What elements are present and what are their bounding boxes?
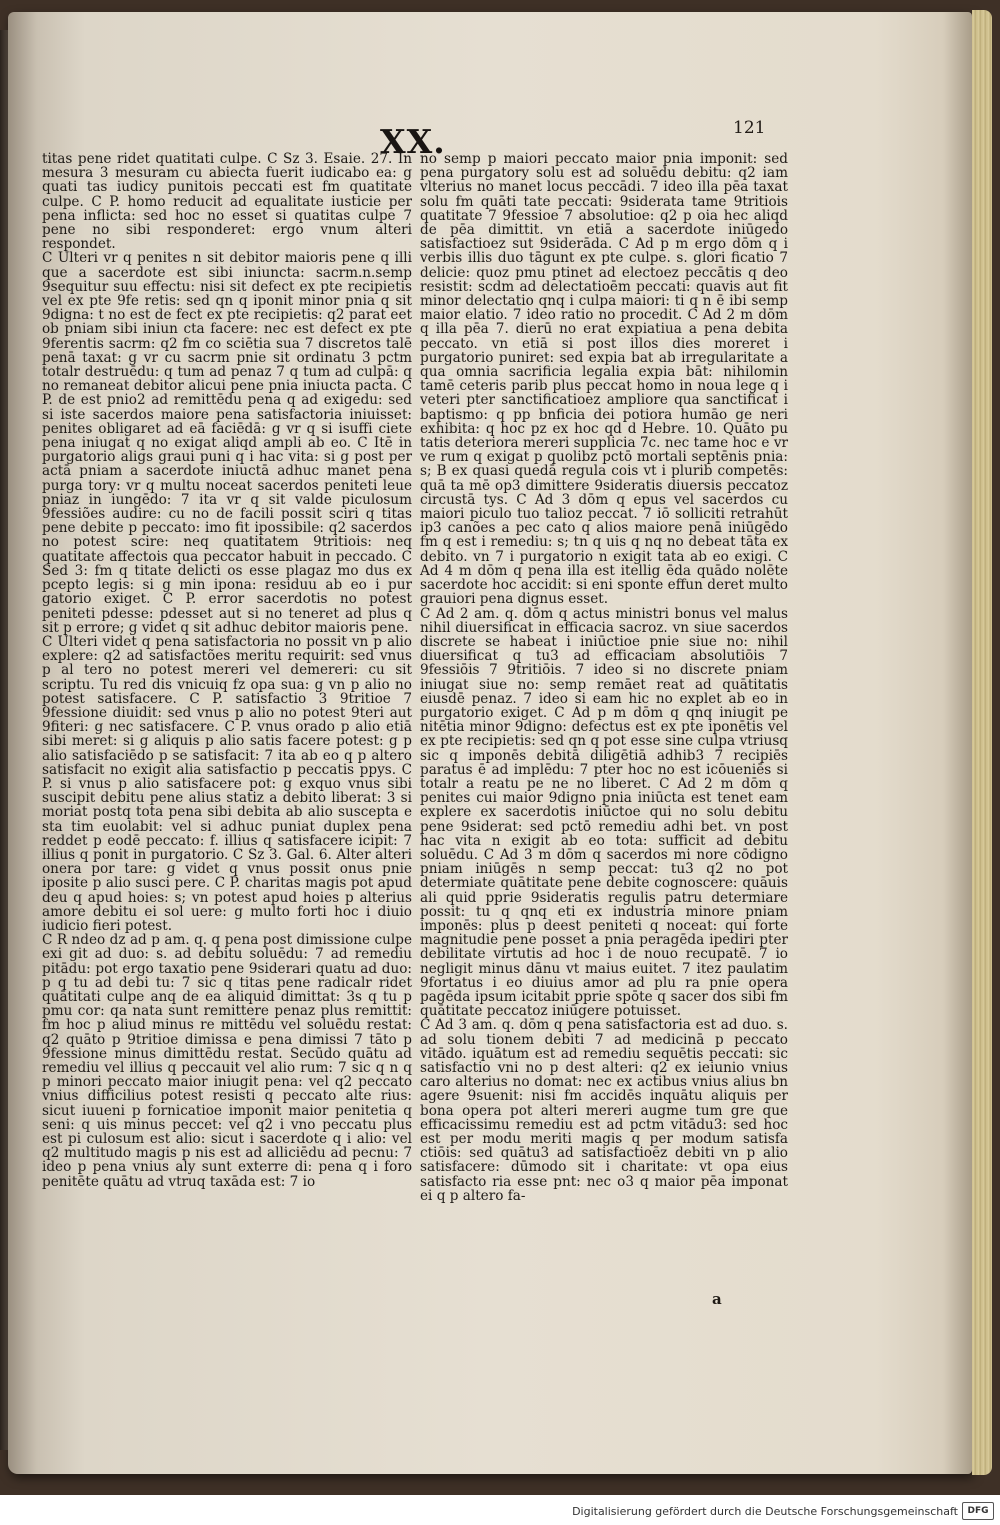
left-paragraph: titas pene ridet quatitati culpe. C Sz 3. Esaie. 27. In mesura 3 mesuram cu abiecta fuerit iudicabo ea: g quati tas iudicy punitois peccati est fm quatitate culpe. C P. homo reducit ad equalitate iusticie per pena inflicta: sed hoc no esset si quatitas culpe 7 pene no sibi responderet: ergo vnum alteri respondet. bbox=[42, 151, 412, 253]
right-text-column bbox=[420, 152, 788, 1203]
right-paragraph: no semp p maiori peccato maior pnia imponit: sed pena purgatory solu est ad soluēdu debitu: q2 iam vlterius no manet locus peccādi. 7 ideo illa pēa taxat solu fm quāti tate peccati: 9siderata tame 9tritiois quatitate 7 9fessioe 7 absolutioe: q2 p oia hec aliqd de pēa dimittit. vn etiā a sacerdote iniūgedo satisfactioez sut 9siderāda. C Ad p m ergo dōm q i verbis illis duo tāgunt ex pte culpe. s. glori ficatio 7 delicie: quoz pmu ptinet ad electoez peccātis q deo resistit: scdm ad delectatioēm peccati: quavis aut fit minor delectatio qnq i culpa maiori: ti q n ē ibi semp maior elatio. 7 ideo ratio no procedit. C Ad 2 m dōm q illa pēa 7. dierū no erat expiatiua a pena debita peccato. vn etiā si post illos dies moreret i purgatorio puniret: sed expia bat ab irregularitate a qua omnia sacrificia legalia expia bāt: nihilomin tamē ceteris parib plus peccat homo in noua lege q i veteri pter sanctificatioez ampliore qua sanctificat i baptismo: q pp bnficia dei potiora humāo ge neri exhibita: q hoc pz ex hoc qd d Hebre. 10. Quāto pu tatis deteriora mereri supplicia 7c. nec tame hoc e vr ve rum q exigat p quolibz pctō mortali septēnis pnia: s; B ex quasi quedā regula cois vt i plurib competēs: quā ta mē op3 dimittere 9sideratis diuersis peccatoz circustā tys. C Ad 3 dōm q epus vel sacerdos cu maiori piculo tuo talioz peccat. 7 iō solliciti retrahūt ip3 canões a pec cato q alios maiore penā iniūgēdo fm q est i remediu: s; tn q uis q nq no debeat tāta ex debito. vn 7 i purgatorio n exigit tata ab eo exigi. C Ad 4 m dōm q pena illa est itellig ēda quādo nolēte sacerdote hoc accidit: si eni sponte effun deret multo grauiori pena dignus esset. bbox=[420, 151, 788, 608]
footer-bar bbox=[0, 1495, 1000, 1525]
funding-notice: Digitalisierung gefördert durch die Deutsche Forschungsgemeinschaft bbox=[572, 1505, 958, 1518]
page-stack-edges bbox=[972, 10, 992, 1475]
left-paragraph: C R ndeo dz ad p am. q. q pena post dimissione culpe exi git ad duo: s. ad debitu soluēdu: 7 ad remediu pitādu: pot ergo taxatio pene 9siderari quatu ad duo: p q tu ad debi tu: 7 sic q titas pene radicalr ridet quātitati culpe anq de ea aliquid dimittat: 3s q tu p pmu cor: qa nata sunt remittere penaz plus remittit: fm hoc p aliud minus re mittēdu vel soluēdu restat: q2 quāto p 9tritioe dimissa e pena dimissi 7 tāto p 9fessione minus dimittēdu restat. Secūdo quātu ad remediu vel illius q peccauit vel alio rum: 7 sic q n q p minori peccato maior iniugit pena: vel q2 peccato vnius difficilius potest resisti q peccato alte rius: sicut iuueni p fornicatioe imponit maior penitetia q seni: q uis minus peccet: vel q2 i vno peccatu plus est pi culosum est alio: sicut i sacerdote q i alio: vel q2 multitudo magis p nis est ad alliciēdu ad pecnu: 7 ideo p pena vnius aly sunt exterre di: pena q i foro penitēte quātu ad vtruq taxāda est: 7 io bbox=[42, 932, 412, 1190]
left-text-column bbox=[42, 152, 412, 1189]
right-paragraph: C Ad 2 am. q. dōm q actus ministri bonus vel malus nihil diuersificat in efficacia sacroz. vn siue sacerdos discrete se habeat i iniūctioe pnie siue no: nihil diuersificat q tu3 ad efficaciam absolutiōis 7 9fessiōis 7 9tritiōis. 7 ideo si no discrete pniam iniugat siue no: semp remāet reat ad quātitatis eiusdē penaz. 7 ideo si eam hic no explet ab eo in purgatorio exiget. C Ad p m dōm q qnq iniugit pe nitētia minor 9digno: defectus est ex pte iponētis vel ex pte recipietis: sed qn q pot esse sine culpa vtriusq sic q imponēs debitā diligētiā adhib3 7 recipiēs paratus ē ad implēdu: 7 pter hoc no est icōueniēs si totalr a reatu pe ne no liberet. C Ad 2 m dōm q penites cui maior 9digno pnia iniūcta est tenet eam explere ex sacerdotis iniūctoe qui no solu debitu pene 9siderat: sed pctō remediu adhi bet. vn post hac vita n exigit ab eo tota: sufficit ad debitu soluēdu. C Ad 3 m dōm q sacerdos mi nore cōdigno pniam iniūgēs n semp peccat: tu3 q2 no pot determiate quātitate pene debite cognoscere: quāuis ali quid pprie 9sideratis regulis patru determiare possit: tu q qnq eti ex industria minore pniam imponēs: plus p deest peniteti q noceat: qui forte magnitudie pene posset a pnia peragēda ipediri pter debilitate virtutis ad hoc i de nouo recupatē. 7 io negligit minus dānu vt maius euitet. 7 itez paulatim 9fortatus i eo diuius amor ad plu ra pnie opera pagēda ipsum icitabit pprie spōte q sacer dos sibi fm quātitate peccatoz iniūgere potuisset. bbox=[420, 605, 788, 1020]
left-paragraph: C Ulteri vr q penites n sit debitor maioris pene q illi que a sacerdote est sibi iniuncta: sacrm.n.semp 9sequitur suu effectu: nisi sit defect ex pte recipietis vel ex pte 9fe retis: sed qn q iponit minor pnia q sit 9digna: t no est de fect ex pte recipietis: q2 parat eet ob pniam sibi iniun cta facere: nec est defect ex pte 9ferentis sacrm: q2 fm co sciētia sua 7 discretos talē penā taxat: g vr cu sacrm pnie sit ordinatu 3 pctm totalr destruēdu: q tum ad penaz 7 q tum ad culpā: q no remaneat debitor alicui pene pnia iniucta pacta. C P. de est pnio2 ad remittēdu pena q ad exigedu: sed si iste sacerdos maiore pena satisfactoria iniuisset: penites obligaret ad eā faciēdā: g vr q si isuffi ciete pena iniugat q no exigat aliqd ampli ab eo. C Itē in purgatorio aligs graui puni q i hac vita: si g post per actā pniam a sacerdote iniuctā adhuc manet pena purga tory: vr q multu noceat sacerdos peniteti leue pniaz in iungēdo: 7 ita vr q sit valde piculosum 9fessiões audire: cu no de facili possit sciri q titas pene debite p peccato: imo fit ipossibile: q2 sacerdos no potest scire: neq quatitatem 9tritiois: neq quatitate affectois qua peccator habuit in peccado. C Sed 3: fm q titate delicti os esse plagaz mo dus ex pcepto legis: si g min ipona: residuu ab eo i pur gatorio exiget. C P. error sacerdotis no potest peniteti pdesse: pdesset aut si no teneret ad plus q sit p errore; g videt q sit adhuc debitor maioris pene. bbox=[42, 250, 412, 636]
right-paragraph: C Ad 3 am. q. dōm q pena satisfactoria est ad duo. s. ad solu tionem debiti 7 ad medicinā p peccato vitādo. iquātum est ad remediu sequētis peccati: sic satisfactio vni no p dest alteri: q2 ex ieiunio vnius caro alterius no domat: nec ex actibus vnius alius bn agere 9suenit: nisi fm accidēs inquātu aliquis per bona opera pot alteri mereri augme tum gre que efficacissimu remediu est ad pctm vitādu3: sed hoc est per modu meriti magis q per modum satisfa ctiōis: sed quātu3 ad satisfactioēz debiti vn p alio satisfacere: dūmodo sit i charitate: vt opa eius satisfacto ria esse pnt: nec o3 q maior pēa imponat ei q p altero fa- bbox=[420, 1017, 788, 1204]
folio-title: XX. bbox=[380, 122, 446, 161]
signature-mark: a bbox=[712, 1290, 722, 1308]
folio-number: 121 bbox=[733, 118, 766, 138]
dfg-logo: DFG bbox=[962, 1502, 994, 1520]
left-paragraph: C Ulteri videt q pena satisfactoria no possit vn p alio explere: q2 ad satisfactões meritu requirit: sed vnus p al tero no potest mereri vel demereri: cu sit scriptu. Tu red dis vnicuiq fz opa sua: g vn p alio no potest satisfacere. C P. satisfactio 3 9tritioe 7 9fessione diuidit: sed vnus p alio no potest 9teri aut 9fiteri: g nec satisfacere. C P. vnus orado p alio etiā sibi meret: si g aliquis p alio satis facere potest: g p alio satisfaciēdo p se satisfacit: 7 ita ab eo q p altero satisfacit no exigit alia satisfactio p peccatis ppys. C P. si vnus p alio satisfacere pot: g exquo vnus sibi suscipit debitu pene alius statiz a debito liberat: 3 si moriat postq tota pena sibi debita ab alio suscepta e sta tim euolabit: vel si adhuc puniat duplex pena reddet p eodē peccato: f. illius q satisfacere icipit: 7 illius q ponit in purgatorio. C Sz 3. Gal. 6. Alter alteri onera por tare: g videt q vnus possit onus pnie iposite p alio susci pere. C P. charitas magis pot apud deu q apud hoies: s; vn potest apud hoies p alterius amore debitu ei sol uere: g multo forti hoc i diuio iudicio fieri potest. bbox=[42, 633, 412, 934]
